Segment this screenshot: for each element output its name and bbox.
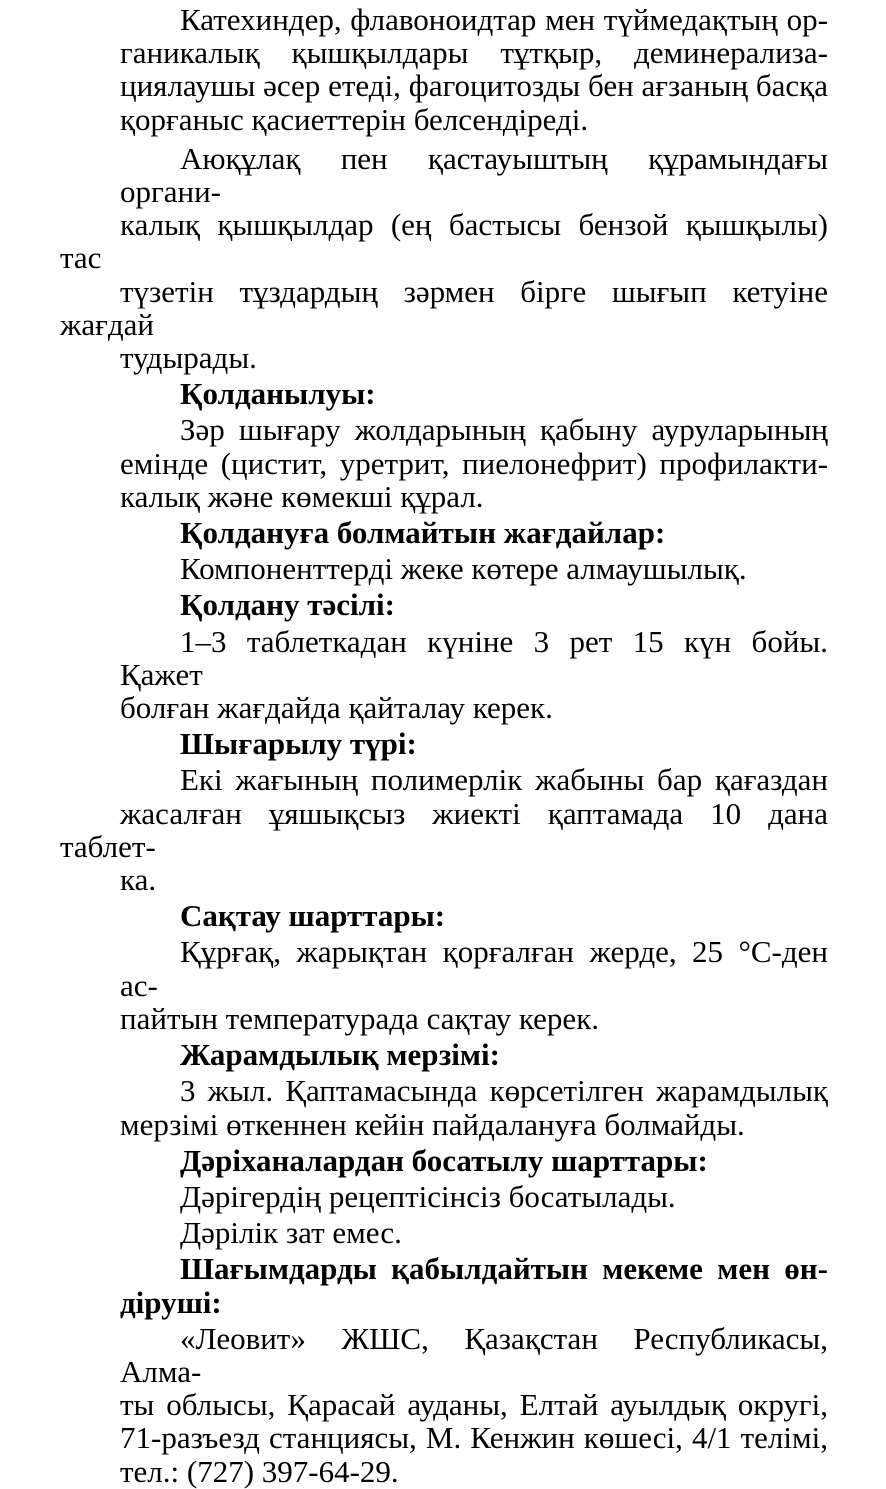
section-body-dispensing — [60, 1180, 828, 1213]
section-body-shelf-life — [60, 1074, 828, 1140]
section-body-method — [60, 625, 828, 725]
text-line: пайтын температурада сақтау керек. — [120, 1000, 600, 1036]
text-line: «Леовит» ЖШС, Қазақстан Республикасы, Алма- — [120, 1320, 828, 1389]
section-heading-form — [60, 727, 828, 760]
text-line: жасалған ұяшықсыз жиекті қаптамада 10 дана таблет- — [60, 795, 828, 864]
heading-text: Қолдануға болмайтын жағдайлар: — [180, 515, 666, 551]
section-body-usage — [60, 413, 828, 513]
text-line: болған жағдайда қайталау керек. — [120, 690, 553, 726]
section-heading-dispensing — [60, 1144, 828, 1177]
text-line: калық және көмекші құрал. — [120, 478, 484, 514]
heading-text: Сақтау шарттары: — [180, 898, 446, 934]
text-line: емінде (цистит, уретрит, пиелонефрит) профилакти- — [120, 445, 828, 481]
text-line: 3 жыл. Қаптамасында көрсетілген жарамдылық — [180, 1073, 828, 1109]
text-line: Дәрілік зат емес. — [180, 1215, 402, 1251]
text-line: Аюқұлақ пен қастауыштың құрамындағы органи- — [120, 140, 828, 210]
text-line: циялаушы әсер етеді, фагоцитозды бен ағзаның басқа — [120, 68, 828, 104]
section-heading-shelf-life — [60, 1038, 828, 1071]
section-body-dispensing-note — [60, 1216, 828, 1249]
text-line: 1–3 таблеткадан күніне 3 рет 15 күн бойы. Қажет — [120, 623, 828, 692]
section-heading-usage — [60, 377, 828, 410]
section-body-contraindications — [60, 552, 828, 585]
text-line: Құрғақ, жарықтан қорғалған жерде, 25 °С-ден ас- — [120, 934, 828, 1003]
text-line: мерзімі өткеннен кейін пайдалануға болмайды. — [120, 1106, 745, 1142]
heading-text: Шағымдарды қабылдайтын мекеме мен өн- — [180, 1251, 828, 1287]
heading-text: діруші: — [120, 1284, 222, 1320]
text-line: 71-разъезд станциясы, М. Кенжин көшесі, 4/1 телімі, — [120, 1420, 828, 1456]
heading-text: Қолданылуы: — [180, 376, 376, 412]
text-line: Екі жағының полимерлік жабыны бар қағаздан — [180, 762, 828, 798]
text-line: қорғаныс қасиеттерін белсендіреді. — [120, 101, 589, 137]
heading-text: Жарамдылық мерзімі: — [180, 1037, 500, 1073]
heading-text: Шығарылу түрі: — [180, 726, 417, 762]
intro-paragraph-2 — [60, 142, 828, 374]
document-page — [60, 0, 828, 1488]
text-line: түзетін тұздардың зәрмен бірге шығып кетуіне жағдай — [60, 273, 828, 342]
section-heading-storage — [60, 899, 828, 932]
heading-text: Қолдану тәсілі: — [180, 587, 395, 623]
text-line: тел.: (727) 397-64-29. — [120, 1453, 399, 1489]
text-line: Зәр шығару жолдарының қабыну ауруларының — [180, 412, 828, 448]
text-line: тудырады. — [120, 340, 257, 376]
section-body-manufacturer — [60, 1322, 828, 1488]
section-body-storage — [60, 935, 828, 1035]
section-heading-contraindications — [60, 516, 828, 549]
section-body-form — [60, 763, 828, 896]
text-line: Дәрігердің рецептісінсіз босатылады. — [180, 1178, 676, 1214]
text-line: калық қышқылдар (ең бастысы бензой қышқылы) тас — [60, 207, 828, 276]
intro-paragraph-1 — [60, 3, 828, 136]
text-line: Катехиндер, флавоноидтар мен түймедақтың ор- — [180, 2, 828, 37]
text-line: ганикалық қышқылдары тұтқыр, деминерализа- — [120, 35, 828, 71]
text-line: ка. — [120, 862, 157, 898]
section-heading-manufacturer — [60, 1252, 828, 1318]
text-line: Компоненттерді жеке көтере алмаушылық. — [180, 551, 747, 587]
text-line: ты облысы, Қарасай ауданы, Елтай ауылдық округі, — [120, 1387, 828, 1423]
section-heading-method — [60, 588, 828, 621]
heading-text: Дәріханалардан босатылу шарттары: — [180, 1142, 708, 1178]
